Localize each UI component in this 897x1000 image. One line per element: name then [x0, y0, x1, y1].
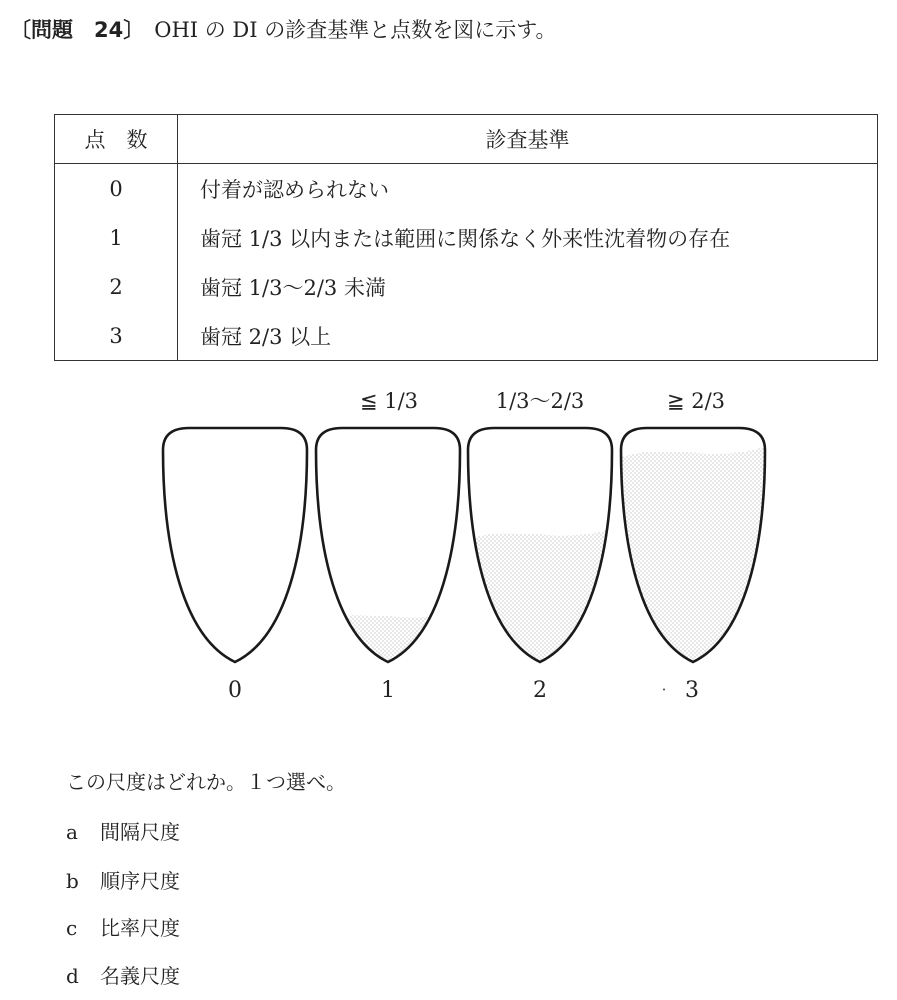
- stray-mark: ·: [661, 680, 667, 699]
- score-cell: 3: [55, 311, 178, 361]
- tooth-0: [163, 428, 307, 662]
- tooth-score-label-1: 1: [381, 678, 395, 703]
- choice-b[interactable]: [66, 865, 180, 894]
- criteria-cell: 歯冠 1/3 以内または範囲に関係なく外来性沈着物の存在: [178, 213, 878, 262]
- table-row: [55, 164, 878, 214]
- tooth-2: [463, 428, 617, 667]
- tooth-debris-figure: [0, 370, 897, 710]
- question-number: 〔問題 24〕: [10, 18, 145, 42]
- tooth-score-label-2: 2: [533, 678, 547, 703]
- question-header: [10, 14, 557, 44]
- choice-a[interactable]: [66, 816, 180, 845]
- tooth-score-label-3: 3: [685, 678, 699, 703]
- score-column-header: 点 数: [55, 115, 178, 164]
- criteria-cell: 付着が認められない: [178, 164, 878, 214]
- tooth-top-label-2: 1/3〜2/3: [495, 389, 585, 413]
- choice-letter: d: [66, 964, 79, 988]
- score-cell: 2: [55, 262, 178, 311]
- table-header-row: [55, 115, 878, 164]
- table-row: [55, 262, 878, 311]
- choice-text: 順序尺度: [100, 869, 180, 893]
- choice-letter: c: [66, 916, 78, 940]
- score-cell: 0: [55, 164, 178, 214]
- choice-text: 名義尺度: [100, 964, 180, 988]
- choice-c[interactable]: [66, 912, 180, 941]
- criteria-cell: 歯冠 1/3〜2/3 未満: [178, 262, 878, 311]
- question-title: OHI の DI の診査基準と点数を図に示す。: [154, 18, 557, 42]
- criteria-cell: 歯冠 2/3 以上: [178, 311, 878, 361]
- question-prompt: この尺度はどれか。１つ選べ。: [66, 770, 346, 794]
- deposit-area-2: [463, 527, 617, 667]
- tooth-outline-0: [163, 428, 307, 662]
- tooth-top-label-1: ≦ 1/3: [359, 389, 419, 413]
- choice-text: 比率尺度: [100, 916, 180, 940]
- tooth-score-label-0: 0: [228, 678, 242, 703]
- criteria-table: [54, 114, 878, 361]
- choice-d[interactable]: [66, 960, 180, 989]
- tooth-1: [311, 428, 465, 667]
- score-cell: 1: [55, 213, 178, 262]
- choice-letter: b: [66, 869, 79, 893]
- criteria-column-header: 診査基準: [178, 115, 878, 164]
- table-row: [55, 213, 878, 262]
- tooth-top-label-3: ≧ 2/3: [666, 389, 726, 413]
- deposit-area-1: [311, 609, 465, 667]
- choice-text: 間隔尺度: [100, 820, 180, 844]
- choice-letter: a: [66, 820, 78, 844]
- deposit-area-3: [616, 445, 770, 667]
- table-row: [55, 311, 878, 361]
- tooth-3: [616, 428, 770, 667]
